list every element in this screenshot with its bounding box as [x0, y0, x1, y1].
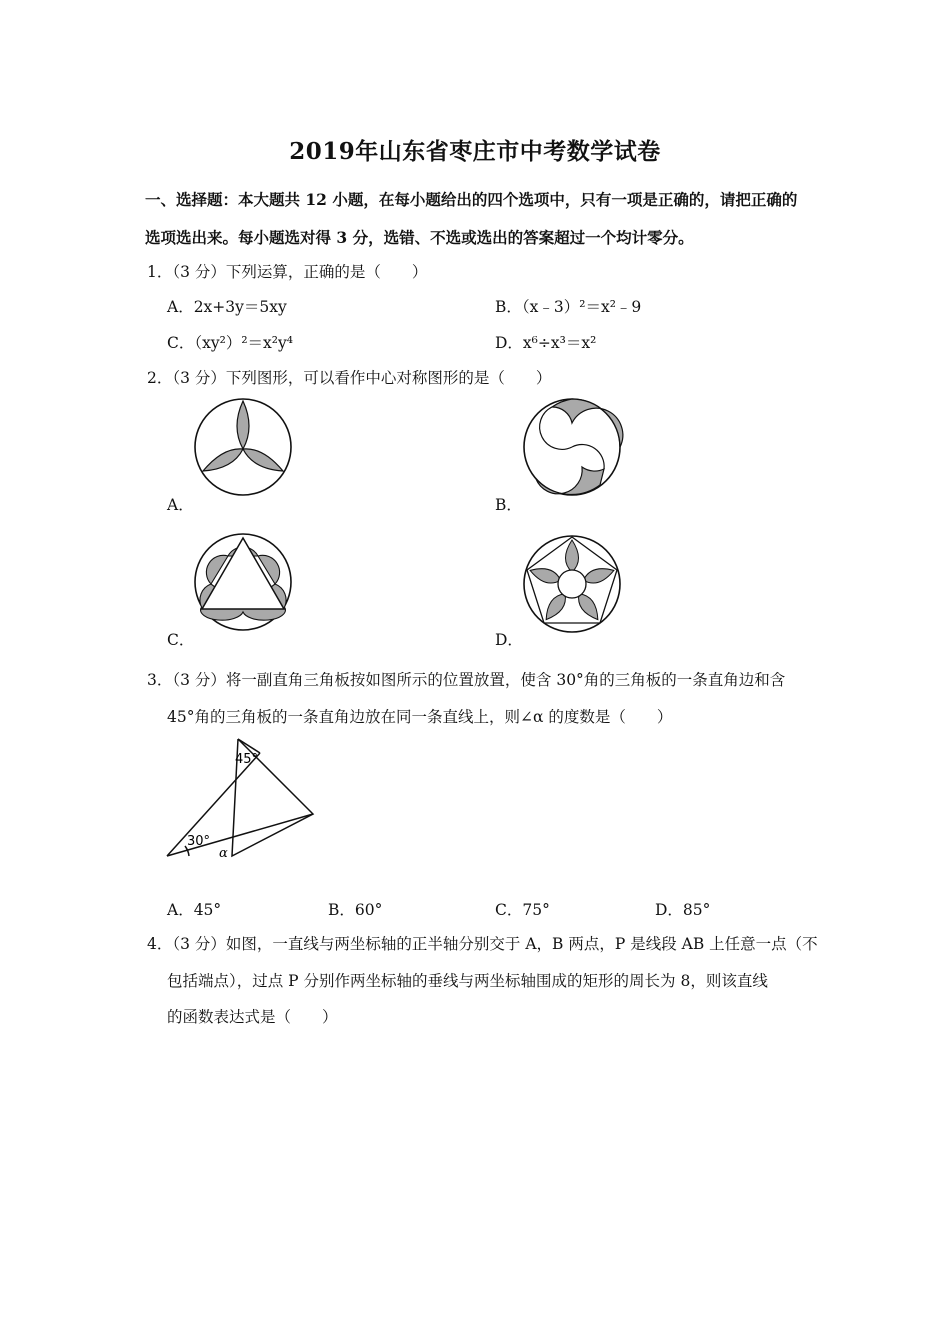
q4-stem-line2: 包括端点），过点 P 分别作两坐标轴的垂线与两坐标轴围成的矩形的周长为 8，则该直线: [167, 972, 768, 990]
q2-label-a: A．: [167, 496, 194, 514]
q3-angle-45-label: 45°: [235, 752, 259, 767]
q3-angle-30-label: 30°: [187, 834, 211, 849]
q1-stem: 1．（3 分）下列运算，正确的是（ ）: [147, 263, 428, 281]
q1-option-d: D．x⁶÷x³＝x²: [495, 334, 597, 352]
q2-stem: 2．（3 分）下列图形，可以看作中心对称图形的是（ ）: [147, 369, 552, 387]
q3-alpha-label: α: [219, 846, 228, 861]
q4-stem-line1: 4．（3 分）如图，一直线与两坐标轴的正半轴分别交于 A，B 两点，P 是线段 AB 上任意一点（不: [147, 935, 818, 953]
q3-triangle-figure: [163, 736, 323, 861]
q2-label-d: D．: [495, 631, 523, 649]
q3-option-b: B．60°: [328, 901, 383, 919]
q3-option-a: A．45°: [167, 901, 222, 919]
q3-stem-line1: 3．（3 分）将一副直角三角板按如图所示的位置放置，使含 30°角的三角板的一条直角边和含: [147, 671, 786, 689]
q1-option-c: C．（xy²）²＝x²y⁴: [167, 334, 293, 352]
page-title: 2019年山东省枣庄市中考数学试卷: [289, 138, 661, 165]
q2-label-b: B．: [495, 496, 522, 514]
q1-option-a: A．2x+3y＝5xy: [167, 298, 287, 316]
q2-figure-d: [522, 534, 622, 634]
q2-figure-c: [193, 532, 293, 632]
q2-label-c: C．: [167, 631, 195, 649]
q4-stem-line3: 的函数表达式是（ ）: [167, 1008, 338, 1026]
section-heading-line1: 一、选择题：本大题共 12 小题，在每小题给出的四个选项中，只有一项是正确的，请把正确的: [145, 190, 798, 209]
q3-stem-line2: 45°角的三角板的一条直角边放在同一条直线上，则∠α 的度数是（ ）: [167, 708, 673, 726]
q1-option-b: B．（x﹣3）²＝x²﹣9: [495, 298, 642, 316]
q2-figure-a: [193, 397, 293, 497]
q2-figure-b: [522, 397, 622, 497]
q3-option-d: D．85°: [655, 901, 711, 919]
section-heading-line2: 选项选出来。每小题选对得 3 分，选错、不选或选出的答案超过一个均计零分。: [145, 228, 694, 247]
q3-option-c: C．75°: [495, 901, 550, 919]
